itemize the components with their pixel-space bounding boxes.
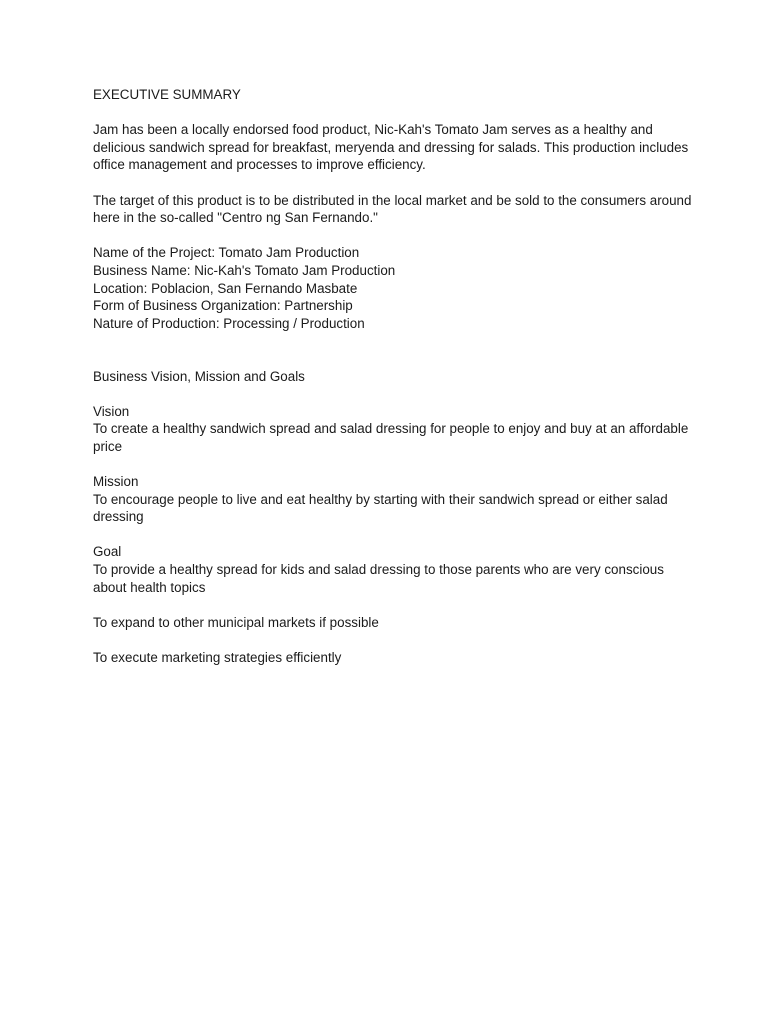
project-name-line: Name of the Project: Tomato Jam Production [93,245,360,261]
location-line: Location: Poblacion, San Fernando Masbate [93,280,358,296]
business-name-line: Business Name: Nic-Kah's Tomato Jam Production [93,262,396,278]
mission-label: Mission [93,474,139,490]
goal-label: Goal [93,544,122,560]
vision-text: To create a healthy sandwich spread and salad dressing for people to enjoy and buy at an affordable price [93,421,689,454]
section-title: Business Vision, Mission and Goals [93,368,305,384]
target-paragraph: The target of this product is to be distributed in the local market and be sold to the consumers around here in the so-called "Centro ng San Fernando." [93,192,692,226]
vision-label: Vision [93,403,130,419]
business-form-line: Form of Business Organization: Partnership [93,298,353,314]
goal-item: To provide a healthy spread for kids and salad dressing to those parents who are very conscious about health topics [93,562,664,595]
production-nature-line: Nature of Production: Processing / Production [93,315,365,331]
goal-item: To expand to other municipal markets if possible [93,614,379,630]
executive-summary-heading: EXECUTIVE SUMMARY [93,87,241,102]
goal-item: To execute marketing strategies efficiently [93,650,342,665]
mission-text: To encourage people to live and eat healthy by starting with their sandwich spread or either salad dressing [93,491,668,525]
document-content [93,86,693,667]
intro-paragraph: Jam has been a locally endorsed food product, Nic-Kah's Tomato Jam serves as a healthy and delicious sandwich spread for breakfast, meryenda and dressing for salads. This production includes office management and processes to improve efficiency. [93,122,689,173]
